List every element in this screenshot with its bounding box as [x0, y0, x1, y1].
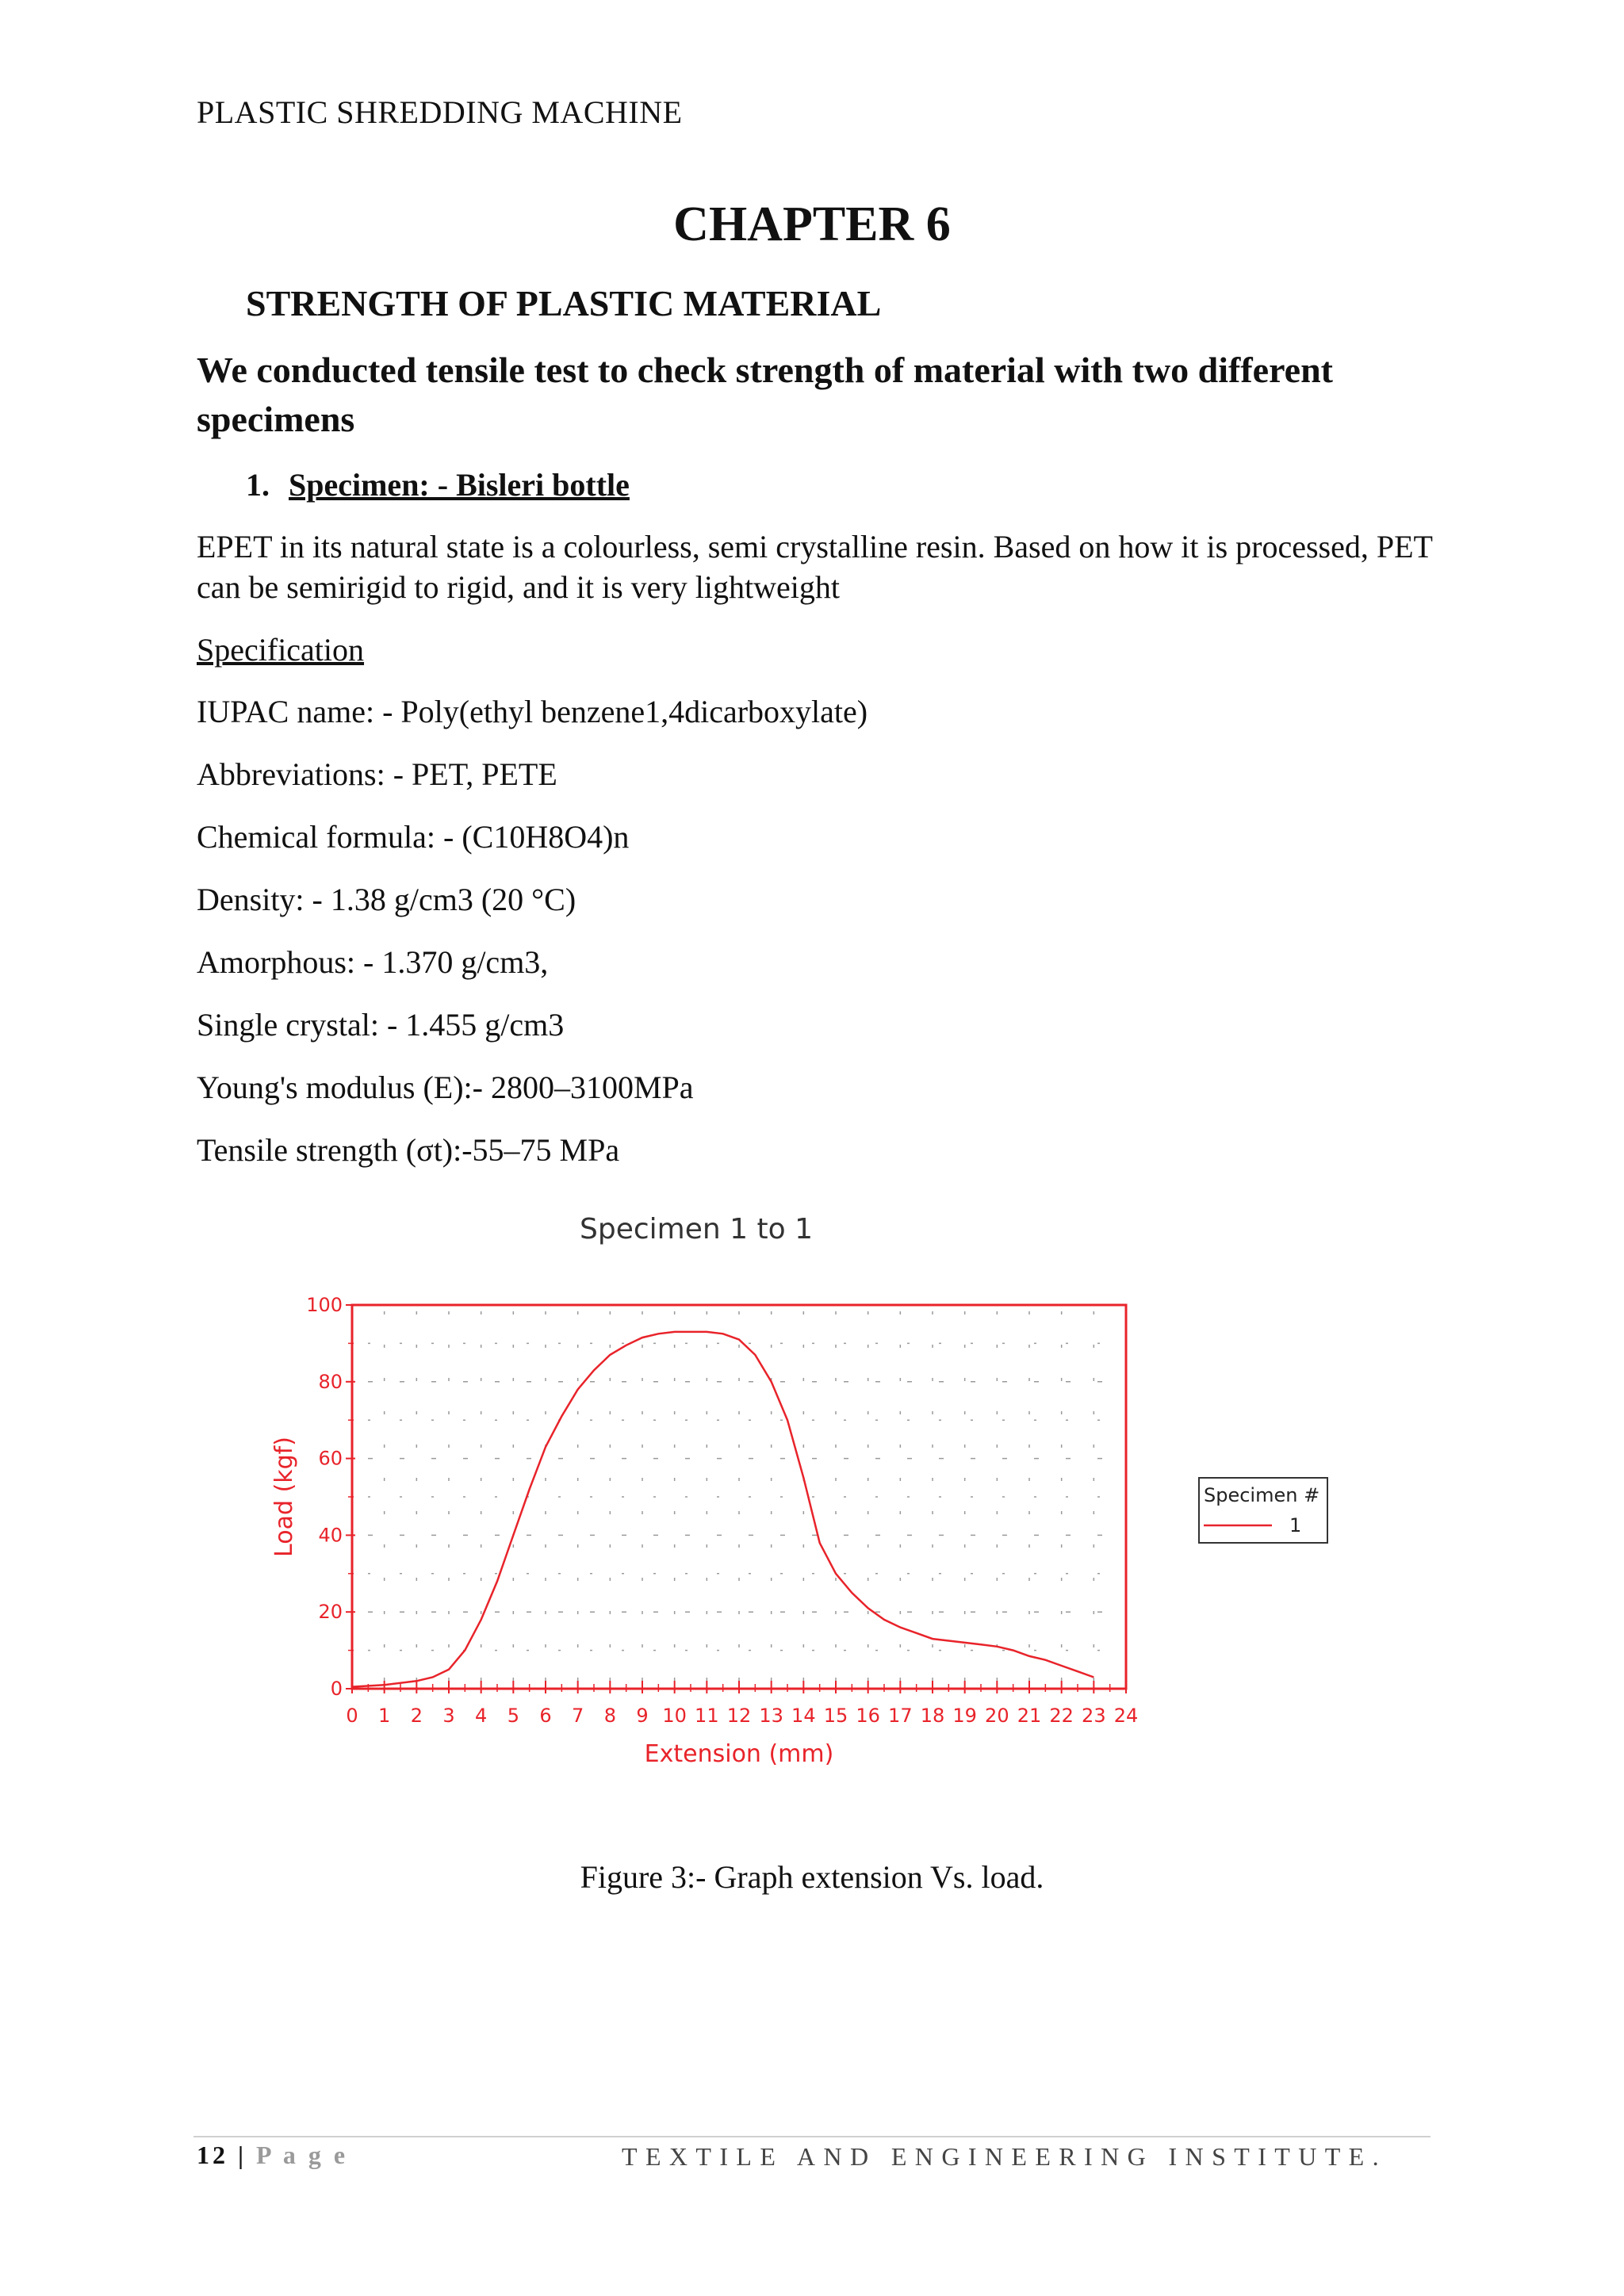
- chart-title: Specimen 1 to 1: [580, 1213, 813, 1246]
- x-tick-label: 11: [695, 1705, 719, 1727]
- property-line: IUPAC name: - Poly(ethyl benzene1,4dicarboxylate): [197, 694, 868, 729]
- x-tick-label: 6: [539, 1705, 552, 1727]
- property-line: Density: - 1.38 g/cm3 (20 °C): [197, 882, 576, 917]
- x-axis-label: Extension (mm): [644, 1740, 834, 1768]
- chart-grid: [368, 1311, 1115, 1682]
- y-tick-label: 100: [306, 1294, 343, 1316]
- y-tick-label: 0: [330, 1678, 343, 1700]
- property-line: Abbreviations: - PET, PETE: [197, 756, 557, 792]
- page-label: P a g e: [256, 2141, 349, 2169]
- property-line: Single crystal: - 1.455 g/cm3: [197, 1007, 565, 1043]
- x-tick-label: 23: [1082, 1705, 1106, 1727]
- x-tick-label: 14: [791, 1705, 816, 1727]
- specimen-heading-text: Specimen: - Bisleri bottle: [289, 467, 630, 503]
- page-separator: |: [238, 2141, 247, 2169]
- x-tick-label: 8: [603, 1705, 616, 1727]
- plot-frame: [352, 1305, 1126, 1689]
- x-tick-label: 0: [346, 1705, 358, 1727]
- y-tick-label: 80: [318, 1370, 343, 1393]
- x-tick-label: 2: [410, 1705, 423, 1727]
- page-number: 12: [197, 2141, 228, 2169]
- specification-label: Specification: [197, 632, 365, 668]
- figure-caption: Figure 3:- Graph extension Vs. load.: [580, 1859, 1044, 1895]
- chart-legend: [1199, 1478, 1327, 1543]
- x-tick-label: 3: [442, 1705, 455, 1727]
- x-tick-label: 9: [636, 1705, 649, 1727]
- axis-ticks: [306, 1294, 1138, 1727]
- property-line: Young's modulus (E):- 2800–3100MPa: [197, 1070, 694, 1105]
- series-line: [352, 1332, 1094, 1687]
- load-extension-chart: [238, 1205, 1348, 1776]
- x-tick-label: 20: [985, 1705, 1009, 1727]
- y-tick-label: 40: [318, 1524, 343, 1547]
- legend-item-label: 1: [1289, 1514, 1302, 1536]
- property-line: Amorphous: - 1.370 g/cm3,: [197, 944, 549, 980]
- specimen-description: EPET in its natural state is a colourless, semi crystalline resin. Based on how it is processed, PET can be semirigid to rigid, and it is very lightweight: [197, 529, 1433, 605]
- intro-paragraph: We conducted tensile test to check strength of material with two different specimens: [197, 350, 1333, 439]
- x-tick-label: 12: [726, 1705, 752, 1727]
- x-tick-label: 18: [920, 1705, 945, 1727]
- footer-institute: TEXTILE AND ENGINEERING INSTITUTE.: [622, 2142, 1388, 2171]
- specimen-number: 1.: [246, 467, 270, 503]
- footer-page: [197, 2141, 348, 2170]
- section-title: STRENGTH OF PLASTIC MATERIAL: [246, 283, 882, 323]
- property-line: Chemical formula: - (C10H8O4)n: [197, 819, 630, 855]
- x-tick-label: 19: [952, 1705, 977, 1727]
- x-tick-label: 24: [1113, 1705, 1139, 1727]
- x-tick-label: 10: [662, 1705, 687, 1727]
- footer-divider: [193, 2136, 1431, 2137]
- x-tick-label: 5: [507, 1705, 519, 1727]
- running-header: PLASTIC SHREDDING MACHINE: [197, 94, 683, 130]
- specimen-heading: [246, 466, 630, 503]
- x-tick-label: 21: [1017, 1705, 1042, 1727]
- property-line: Tensile strength (σt):-55–75 MPa: [197, 1132, 620, 1168]
- x-tick-label: 1: [378, 1705, 391, 1727]
- y-axis-label: Load (kgf): [270, 1437, 298, 1557]
- y-tick-label: 20: [318, 1601, 343, 1624]
- y-tick-label: 60: [318, 1447, 343, 1470]
- x-tick-label: 22: [1049, 1705, 1074, 1727]
- x-tick-label: 17: [888, 1705, 913, 1727]
- legend-title: Specimen #: [1204, 1484, 1320, 1506]
- x-tick-label: 7: [572, 1705, 584, 1727]
- chapter-title: CHAPTER 6: [673, 197, 951, 251]
- chart-svg: [238, 1205, 1348, 1776]
- x-tick-label: 13: [759, 1705, 783, 1727]
- x-tick-label: 15: [823, 1705, 848, 1727]
- x-tick-label: 4: [475, 1705, 488, 1727]
- x-tick-label: 16: [856, 1705, 880, 1727]
